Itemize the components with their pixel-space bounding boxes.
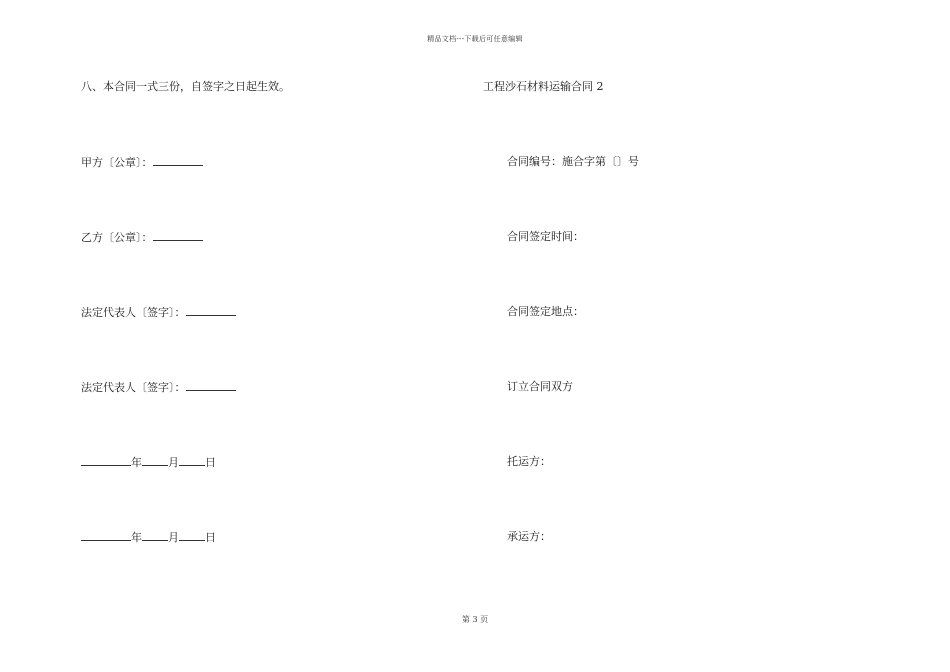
left-column	[81, 78, 461, 603]
party-b-label: 乙方〔公章〕：	[81, 231, 153, 244]
party-a-signature-line	[81, 153, 461, 228]
month-label: 月	[168, 531, 179, 544]
year-label: 年	[131, 531, 142, 544]
party-b-signature-line	[81, 228, 461, 303]
year-label: 年	[131, 456, 142, 469]
sign-place: 合同签定地点：	[507, 305, 584, 318]
day-label: 日	[205, 456, 216, 469]
sign-time: 合同签定时间：	[507, 230, 584, 243]
date-line-2	[81, 528, 461, 603]
legal-rep-2-label: 法定代表人〔签字〕：	[81, 381, 186, 394]
month-blank	[142, 453, 168, 466]
carrier-label: 承运方：	[507, 530, 551, 543]
day-blank	[179, 453, 205, 466]
month-blank	[142, 528, 168, 541]
legal-rep-1-label: 法定代表人〔签字〕：	[81, 306, 186, 319]
month-label: 月	[168, 456, 179, 469]
year-blank	[81, 528, 131, 541]
day-blank	[179, 528, 205, 541]
legal-rep-1-blank	[186, 303, 236, 316]
party-b-blank	[153, 228, 203, 241]
party-a-blank	[153, 153, 203, 166]
contract-number: 合同编号：施合字第〔〕号	[507, 155, 639, 168]
contract-title: 工程沙石材料运输合同 2	[483, 80, 604, 93]
right-column	[483, 78, 883, 603]
parties-heading: 订立合同双方	[507, 380, 573, 393]
clause-eight: 八、本合同一式三份，自签字之日起生效。	[81, 80, 290, 93]
day-label: 日	[205, 531, 216, 544]
date-line-1	[81, 453, 461, 528]
page-header: 精品文档---下载后可任意编辑	[427, 35, 523, 43]
legal-rep-2-blank	[186, 378, 236, 391]
year-blank	[81, 453, 131, 466]
legal-rep-1-line	[81, 303, 461, 378]
page-number: 第 3 页	[461, 615, 489, 624]
legal-rep-2-line	[81, 378, 461, 453]
consignor-label: 托运方：	[507, 455, 551, 468]
party-a-label: 甲方〔公章〕：	[81, 156, 153, 169]
